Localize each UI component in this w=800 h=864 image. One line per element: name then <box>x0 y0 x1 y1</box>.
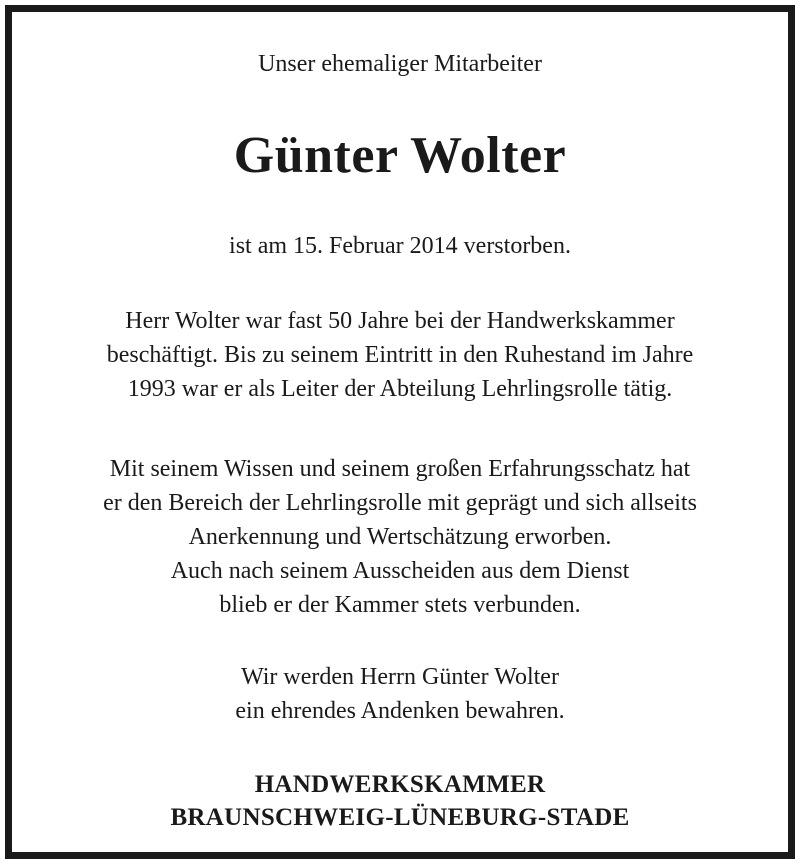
paragraph-line: 1993 war er als Leiter der Abteilung Lehrlingsrolle tätig. <box>127 376 673 402</box>
paragraph-line: Anerkennung und Wertschätzung erworben. <box>188 524 612 550</box>
deceased-name: Günter Wolter <box>233 127 567 184</box>
intro-line: Unser ehemaliger Mitarbeiter <box>258 51 542 77</box>
paragraph-line: ein ehrendes Andenken bewahren. <box>235 698 565 724</box>
obituary-notice <box>5 5 795 859</box>
organization-name: HANDWERKSKAMMER <box>254 771 546 798</box>
paragraph-line: Wir werden Herrn Günter Wolter <box>241 664 559 690</box>
paragraph-line: blieb er der Kammer stets verbunden. <box>219 592 581 618</box>
paragraph-line: Mit seinem Wissen und seinem großen Erfahrungsschatz hat <box>109 456 691 482</box>
paragraph-line: beschäftigt. Bis zu seinem Eintritt in den Ruhestand im Jahre <box>106 342 694 368</box>
paragraph-line: er den Bereich der Lehrlingsrolle mit geprägt und sich allseits <box>103 490 697 516</box>
paragraph-line: Auch nach seinem Ausscheiden aus dem Dienst <box>170 558 630 584</box>
remembrance-paragraph <box>12 660 788 728</box>
paragraph-line: Herr Wolter war fast 50 Jahre bei der Handwerkskammer <box>125 308 675 334</box>
career-paragraph <box>12 304 788 406</box>
tribute-paragraph <box>12 452 788 622</box>
death-date-line: ist am 15. Februar 2014 verstorben. <box>229 233 571 259</box>
organization-region: BRAUNSCHWEIG-LÜNEBURG-STADE <box>170 804 630 831</box>
